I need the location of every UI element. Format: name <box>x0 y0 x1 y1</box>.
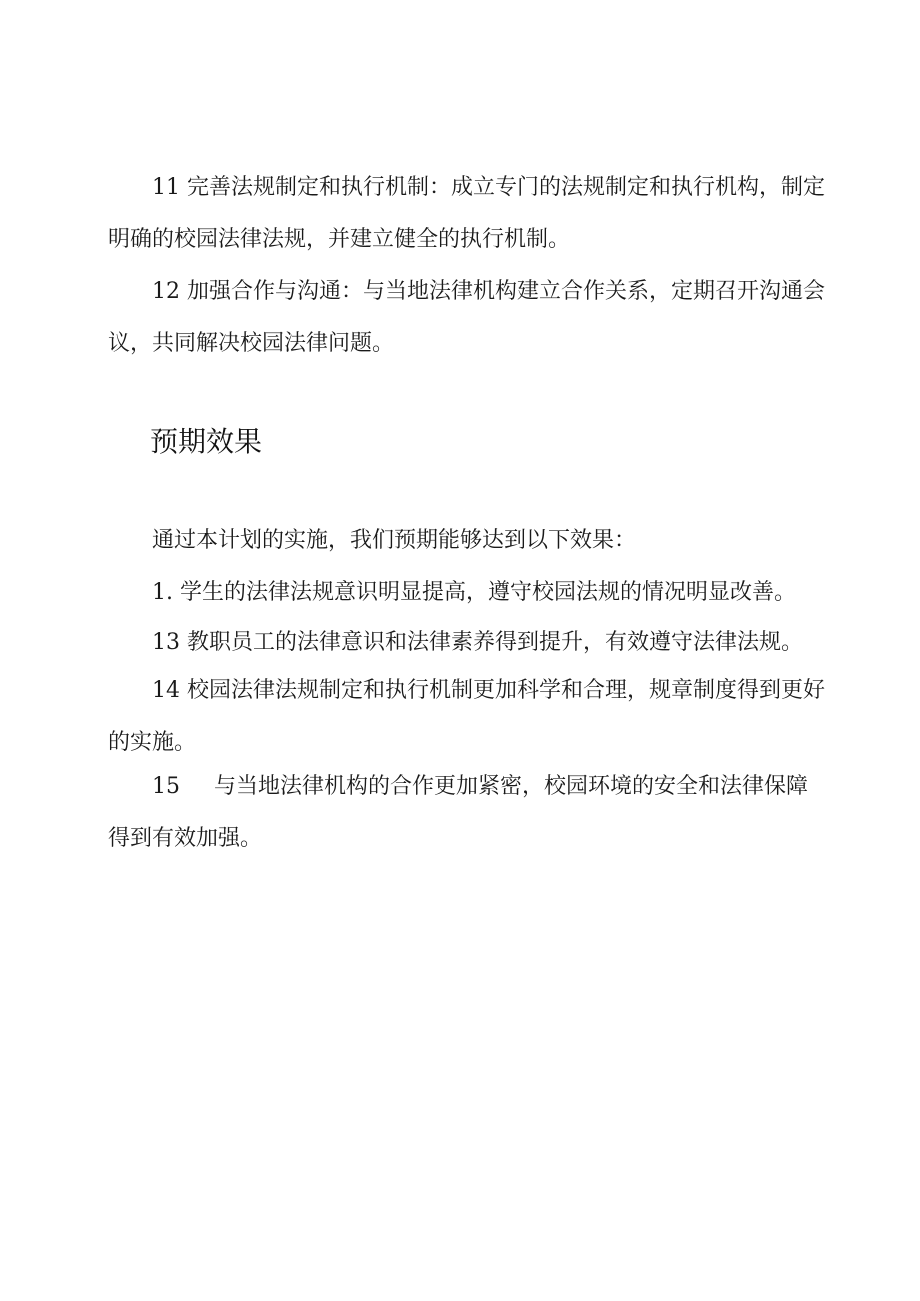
item-15-number: 15 <box>152 774 180 799</box>
paragraph-item-1: 1. 学生的法律法规意识明显提高，遵守校园法规的情况明显改善。 <box>152 580 796 605</box>
item-15-text: 与当地法律机构的合作更加紧密，校园环境的安全和法律保障得到有效加强。 <box>108 774 809 851</box>
paragraph-intro: 通过本计划的实施，我们预期能够达到以下效果： <box>152 528 637 553</box>
paragraph-item-12: 12 加强合作与沟通：与当地法律机构建立合作关系，定期召开沟通会议，共同解决校园法律问题。 <box>108 279 825 356</box>
section-heading: 预期效果 <box>150 425 263 458</box>
paragraph-item-14: 14 校园法律法规制定和执行机制更加科学和合理，规章制度得到更好的实施。 <box>108 678 825 755</box>
paragraph-item-11: 11 完善法规制定和执行机制：成立专门的法规制定和执行机构，制定明确的校园法律法规，并建立健全的执行机制。 <box>108 175 825 252</box>
paragraph-item-13: 13 教职员工的法律意识和法律素养得到提升，有效遵守法律法规。 <box>152 630 803 655</box>
paragraph-item-15 <box>108 761 828 865</box>
